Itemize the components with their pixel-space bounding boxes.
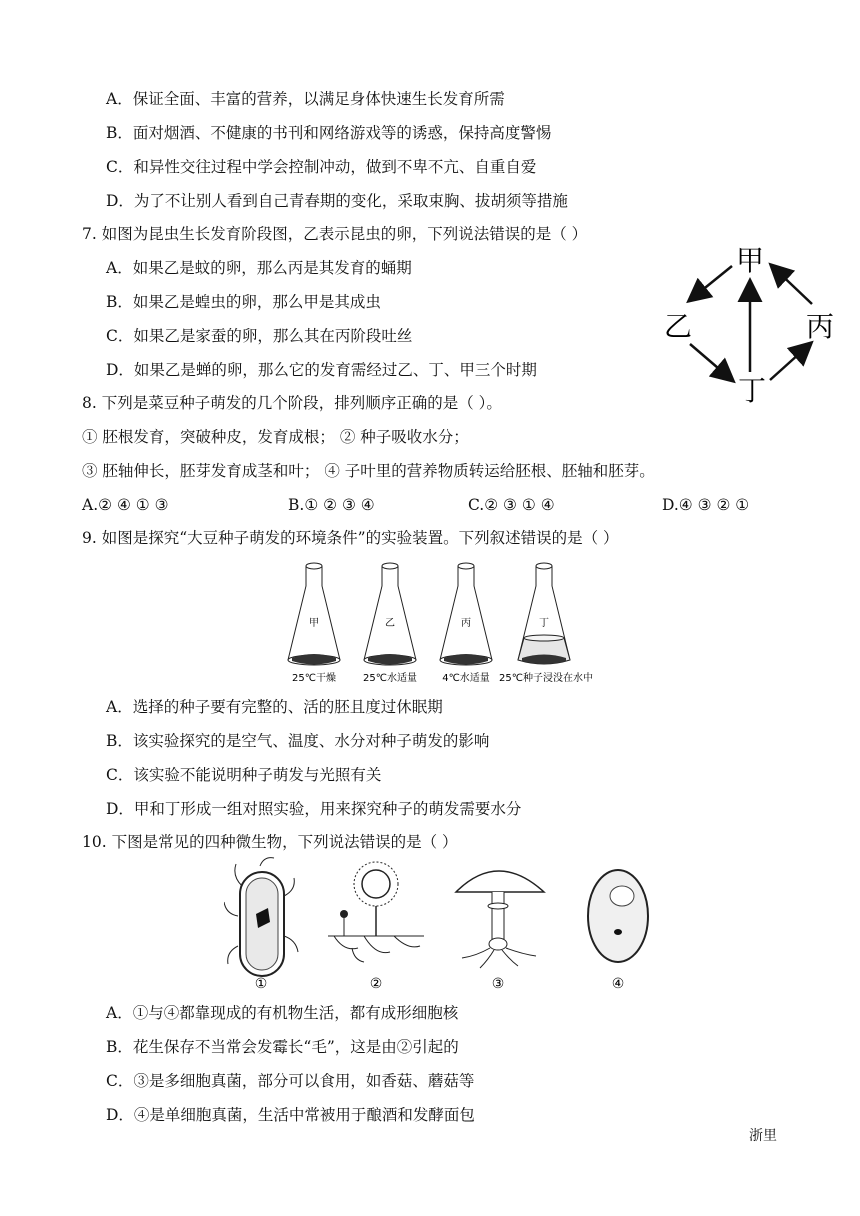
q7-stem: 7. 如图为昆虫生长发育阶段图，乙表示昆虫的卵，下列说法错误的是（ ） bbox=[82, 225, 588, 243]
q7-option-b: B．如果乙是蝗虫的卵，那么甲是其成虫 bbox=[106, 293, 381, 311]
q8-line-1: ① 胚根发育，突破种皮，发育成根； ② 种子吸收水分； bbox=[82, 428, 469, 446]
q9-option-c: C．该实验不能说明种子萌发与光照有关 bbox=[106, 766, 382, 784]
flask-bing-label: 丙 bbox=[461, 618, 471, 629]
insect-lifecycle-diagram bbox=[660, 244, 840, 406]
flask-yi bbox=[364, 563, 416, 665]
q6-option-a: A．保证全面、丰富的营养，以满足身体快速生长发育所需 bbox=[106, 90, 505, 108]
q6-option-c: C．和异性交往过程中学会控制冲动，做到不卑不亢、自重自爱 bbox=[106, 158, 537, 176]
label-2: ② bbox=[369, 976, 383, 992]
q10-option-d: D．④是单细胞真菌，生活中常被用于酿酒和发酵面包 bbox=[106, 1106, 475, 1124]
mold-illustration bbox=[328, 862, 424, 992]
label-1: ① bbox=[254, 976, 268, 992]
yeast-illustration bbox=[588, 870, 648, 992]
q9-stem: 9. 如图是探究“大豆种子萌发的环境条件”的实验装置。下列叙述错误的是（ ） bbox=[82, 529, 619, 547]
q9-option-b: B．该实验探究的是空气、温度、水分对种子萌发的影响 bbox=[106, 732, 490, 750]
q8-line-2: ③ 胚轴伸长，胚芽发育成茎和叶； ④ 子叶里的营养物质转运给胚根、胚轴和胚芽。 bbox=[82, 462, 655, 480]
q10-option-a: A．①与④都靠现成的有机物生活，都有成形细胞核 bbox=[106, 1004, 459, 1022]
flask-bing-caption: 4℃水适量 bbox=[442, 673, 490, 684]
q6-option-b: B．面对烟酒、不健康的书刊和网络游戏等的诱惑，保持高度警惕 bbox=[106, 124, 552, 142]
stage-jia: 甲 bbox=[735, 244, 765, 277]
q7-option-a: A．如果乙是蚊的卵，那么丙是其发育的蛹期 bbox=[106, 259, 412, 277]
flask-bing bbox=[440, 563, 492, 665]
arrow-yi-to-ding bbox=[690, 344, 732, 380]
flask-ding-label: 丁 bbox=[539, 618, 549, 629]
q8-stem: 8. 下列是菜豆种子萌发的几个阶段，排列顺序正确的是（ ）。 bbox=[82, 394, 502, 412]
q10-option-c: C．③是多细胞真菌，部分可以食用，如香菇、蘑菇等 bbox=[106, 1072, 475, 1090]
q10-stem: 10. 下图是常见的四种微生物，下列说法错误的是（ ） bbox=[82, 833, 458, 851]
q7-option-c: C．如果乙是家蚕的卵，那么其在丙阶段吐丝 bbox=[106, 327, 413, 345]
stage-yi: 乙 bbox=[663, 310, 693, 343]
arrow-jia-to-yi bbox=[690, 266, 732, 300]
q9-option-a: A．选择的种子要有完整的、活的胚且度过休眠期 bbox=[106, 698, 443, 716]
flask-ding-caption: 25℃种子浸没在水中 bbox=[499, 673, 593, 684]
flask-experiment-figure bbox=[284, 558, 604, 688]
q7-option-d: D．如果乙是蝉的卵，那么它的发育需经过乙、丁、甲三个时期 bbox=[106, 361, 537, 379]
flask-jia-label: 甲 bbox=[309, 618, 319, 629]
label-3: ③ bbox=[491, 976, 505, 992]
q6-option-d: D．为了不让别人看到自己青春期的变化，采取束胸、拔胡须等措施 bbox=[106, 192, 568, 210]
q8-option-b: B.① ② ③ ④ bbox=[288, 496, 375, 514]
flask-yi-caption: 25℃水适量 bbox=[363, 673, 417, 684]
flask-jia-caption: 25℃干燥 bbox=[292, 673, 336, 684]
q10-option-b: B．花生保存不当常会发霉长“毛”，这是由②引起的 bbox=[106, 1038, 459, 1056]
arrow-bing-to-jia bbox=[772, 266, 812, 304]
stage-ding: 丁 bbox=[737, 374, 767, 406]
microorganisms-figure bbox=[224, 856, 654, 994]
arrow-ding-to-bing bbox=[770, 344, 810, 380]
mushroom-illustration bbox=[456, 871, 544, 992]
footer-text: 浙里 bbox=[749, 1128, 777, 1144]
bacterium-illustration bbox=[224, 858, 298, 992]
q8-option-d: D.④ ③ ② ① bbox=[662, 496, 750, 514]
flask-yi-label: 乙 bbox=[385, 618, 395, 629]
label-4: ④ bbox=[611, 976, 625, 992]
q8-option-c: C.② ③ ① ④ bbox=[468, 496, 555, 514]
stage-bing: 丙 bbox=[805, 310, 835, 343]
flask-ding bbox=[518, 563, 570, 664]
q9-option-d: D．甲和丁形成一组对照实验，用来探究种子的萌发需要水分 bbox=[106, 800, 522, 818]
q8-option-a: A.② ④ ① ③ bbox=[82, 496, 169, 514]
flask-jia bbox=[288, 563, 340, 665]
